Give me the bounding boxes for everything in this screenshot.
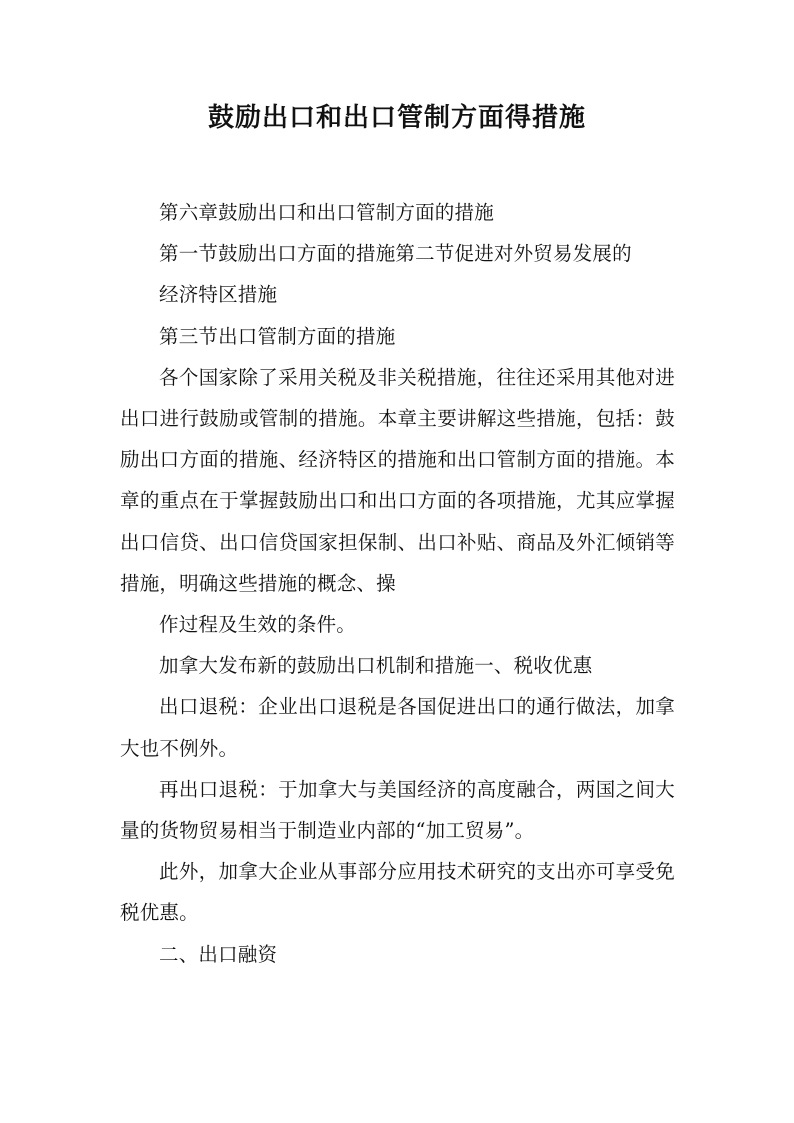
paragraph-export-rebate: 出口退税：企业出口退税是各国促进出口的通行做法，加拿大也不例外。: [120, 695, 675, 760]
paragraph-chapter-heading: 第六章鼓励出口和出口管制方面的措施: [159, 201, 494, 224]
paragraph-canada-heading: 加拿大发布新的鼓励出口机制和措施一、税收优惠: [159, 654, 593, 678]
document-body: [120, 192, 675, 975]
paragraph-special-zone: 经济特区措施: [159, 283, 278, 307]
paragraph-section-3: 第三节出口管制方面的措施: [159, 324, 396, 348]
paragraph-reexport-rebate: 再出口退税：于加拿大与美国经济的高度融合，两国之间大量的货物贸易相当于制造业内部的“加工贸易”。: [120, 777, 675, 843]
paragraph-chapter-intro: 各个国家除了采用关税及非关税措施，往往还采用其他对进出口进行鼓励或管制的措施。本章主要讲解这些措施，包括：鼓励出口方面的措施、经济特区的措施和出口管制方面的措施。本章的重点在于掌握鼓励出口和出口方面的各项措施，尤其应掌握出口信贷、出口信贷国家担保制、出口补贴、商品及外汇倾销等措施，明确这些措施的概念、操: [120, 365, 675, 595]
paragraph-section-1-2: 第一节鼓励出口方面的措施第二节促进对外贸易发展的: [159, 242, 632, 266]
paragraph-intro-continuation: 作过程及生效的条件。: [159, 613, 357, 637]
document-title: 鼓励出口和出口管制方面得措施: [207, 103, 586, 133]
paragraph-tax-exemption: 此外，加拿大企业从事部分应用技术研究的支出亦可享受免税优惠。: [120, 860, 675, 925]
paragraph-export-financing: 二、出口融资: [159, 942, 278, 966]
